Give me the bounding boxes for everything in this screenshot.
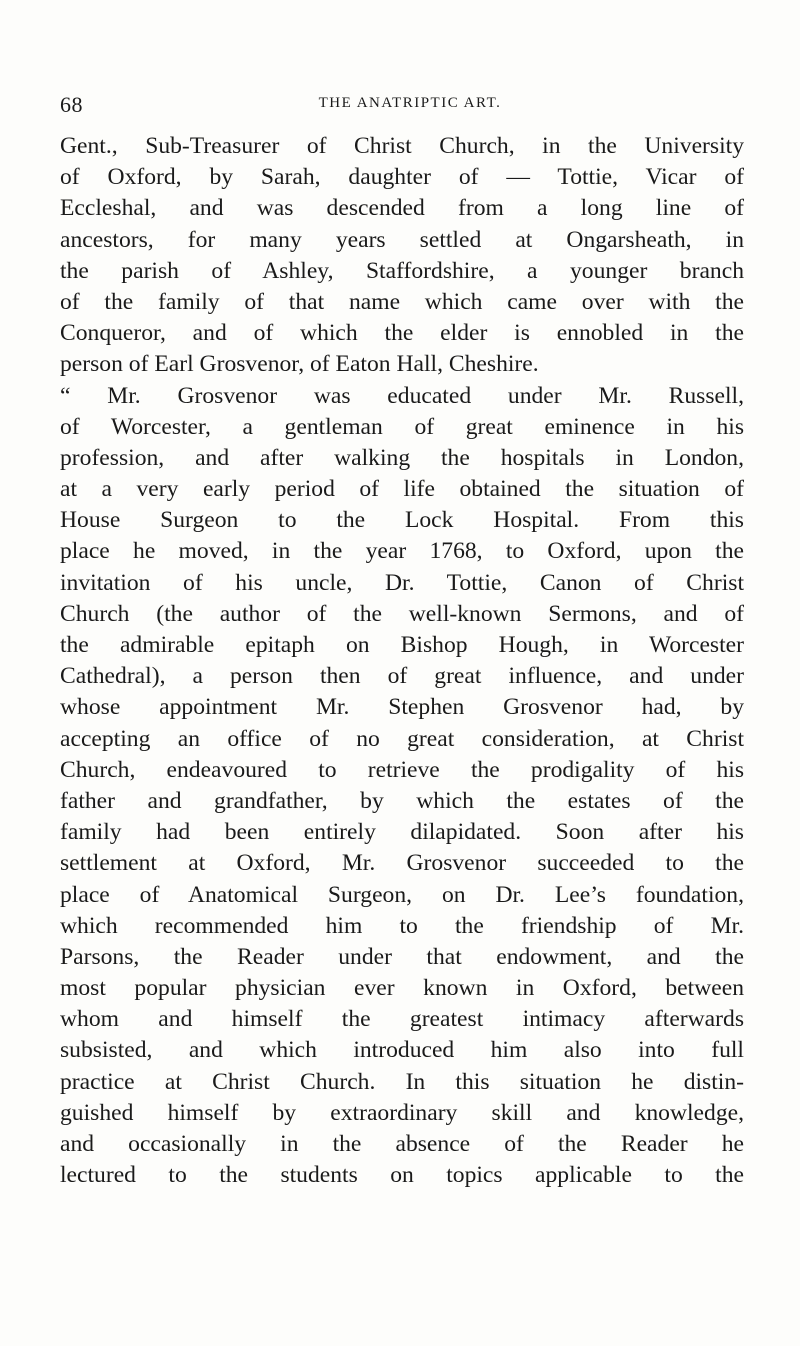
text-line: family had been entirely dilapidated. Soon after his <box>60 819 744 846</box>
text-line: place he moved, in the year 1768, to Oxford, upon the <box>60 538 744 565</box>
body-text <box>60 131 744 1191</box>
text-line: the admirable epitaph on Bishop Hough, in Worcester <box>60 632 744 658</box>
text-line: settlement at Oxford, Mr. Grosvenor succeeded to the <box>60 850 744 877</box>
text-line: father and grandfather, by which the estates of the <box>60 787 744 814</box>
text-line: Church, endeavoured to retrieve the prodigality of his <box>60 756 744 783</box>
text-line: Church (the author of the well-known Sermons, and of <box>60 600 744 627</box>
text-line: accepting an office of no great consideration, at Christ <box>60 725 744 752</box>
text-line: practice at Christ Church. In this situation he distin- <box>60 1068 744 1095</box>
text-line: of Oxford, by Sarah, daughter of — Tottie, Vicar of <box>60 164 744 191</box>
text-line: lectured to the students on topics applicable to the <box>60 1162 744 1189</box>
text-line: Conqueror, and of which the elder is ennobled in the <box>60 320 744 347</box>
running-title: THE ANATRIPTIC ART. <box>318 95 502 111</box>
text-line: Cathedral), a person then of great influence, and under <box>60 663 744 690</box>
text-line: invitation of his uncle, Dr. Tottie, Canon of Christ <box>60 569 744 596</box>
text-line: whom and himself the greatest intimacy afterwards <box>60 1006 744 1033</box>
text-line: “ Mr. Grosvenor was educated under Mr. Russell, <box>60 382 744 409</box>
text-line: Eccleshal, and was descended from a long line of <box>60 195 744 222</box>
text-line: profession, and after walking the hospitals in London, <box>60 444 744 471</box>
text-line: Parsons, the Reader under that endowment, and the <box>60 943 744 970</box>
text-line: and occasionally in the absence of the Reader he <box>60 1131 744 1157</box>
text-line: most popular physician ever known in Oxford, between <box>60 975 744 1002</box>
page-header <box>60 92 740 118</box>
text-line: whose appointment Mr. Stephen Grosvenor had, by <box>60 694 744 721</box>
text-line: subsisted, and which introduced him also into full <box>60 1037 744 1064</box>
text-line: place of Anatomical Surgeon, on Dr. Lee’s foundation, <box>60 881 744 908</box>
text-line: ancestors, for many years settled at Ongarsheath, in <box>60 226 744 253</box>
text-line: at a very early period of life obtained the situation of <box>60 476 744 503</box>
text-line: of the family of that name which came over with the <box>60 288 744 315</box>
text-line: House Surgeon to the Lock Hospital. From this <box>60 507 744 534</box>
text-line: Gent., Sub-Treasurer of Christ Church, in the University <box>60 133 744 159</box>
text-line: person of Earl Grosvenor, of Eaton Hall, Cheshire. <box>60 351 539 378</box>
text-line: guished himself by extraordinary skill and knowledge, <box>60 1099 744 1126</box>
page-number: 68 <box>60 92 83 117</box>
text-line: which recommended him to the friendship of Mr. <box>60 912 744 939</box>
text-line: the parish of Ashley, Staffordshire, a younger branch <box>60 257 744 284</box>
text-line: of Worcester, a gentleman of great eminence in his <box>60 413 744 440</box>
